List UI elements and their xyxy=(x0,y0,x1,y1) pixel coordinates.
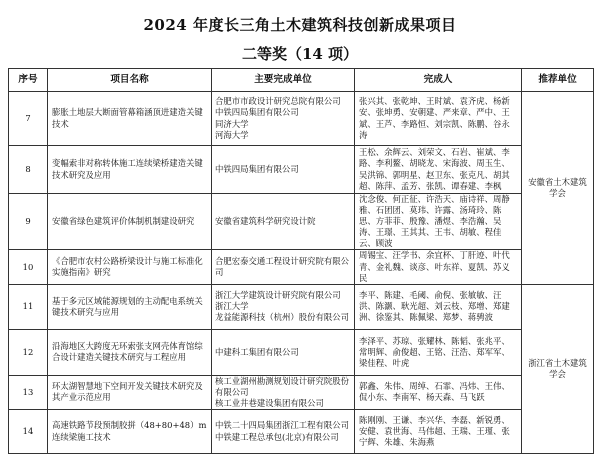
row-seq: 8 xyxy=(9,146,48,194)
header-unit: 主要完成单位 xyxy=(212,69,355,92)
row-people: 周锡宝、汪学书、余宜杯、丁肝迹、叶代青、金礼魏、谈彦、叶东祥、夏凯、苏义民 xyxy=(355,250,522,284)
header-recommender: 推荐单位 xyxy=(522,69,594,92)
row-recommender: 安徽省土木建筑学会 xyxy=(522,92,594,285)
table-row xyxy=(9,410,594,454)
table-row xyxy=(9,329,594,375)
row-people: 沈念俊、何正征、许浩天、庙诗祥、周静雅、石团团、莫玮、许露、汤琦玲、陈思、方菲菲、殷豫、潘煜、李浩瀚、吴涛、王璟、王其其、王韦、胡敏、程佳云、顾波 xyxy=(355,194,522,250)
row-people: 张兴其、张乾坤、王时斌、袁齐虎、杨新安、张坤勇、安朝建、严来章、严中、王斌、王芦、李路恒、刘宗凯、陈鹏、谷永涛 xyxy=(355,92,522,146)
row-people: 陈刚刚、王谦、李兴华、李磊、新锐勇、安健、袁世海、马伟超、王瑞、王瑾、张宁辉、朱雄、朱海燕 xyxy=(355,410,522,454)
row-project-name: 《合肥市农村公路桥梁设计与施工标准化实施指南》研究 xyxy=(48,250,212,284)
row-seq: 10 xyxy=(9,250,48,284)
row-people: 李泽平、苏琼、张耀林、陈韬、张兆平、常明辉、俞俊超、王铭、汪浩、郑军军、梁佳程、叶虎 xyxy=(355,329,522,375)
table-header-row xyxy=(9,69,594,92)
row-seq: 12 xyxy=(9,329,48,375)
row-unit: 中铁二十四局集团浙江工程有限公司 中铁建工程总承包(北京)有限公司 xyxy=(212,410,355,454)
table-row xyxy=(9,92,594,146)
table-row xyxy=(9,146,594,194)
table-row xyxy=(9,375,594,409)
header-people: 完成人 xyxy=(355,69,522,92)
row-project-name: 基于多元区域能源规划的主动配电系统关键技术研究与应用 xyxy=(48,284,212,329)
page-title: 2024 年度长三角土木建筑科技创新成果项目 xyxy=(143,16,457,34)
table-row xyxy=(9,250,594,284)
row-recommender: 浙江省土木建筑学会 xyxy=(522,284,594,453)
row-project-name: 变幅索非对称转体施工连续梁桥建造关键技术研究及应用 xyxy=(48,146,212,194)
row-people: 王松、余辉云、刘荣文、石岩、崔斌、李路、李利鳌、胡晓龙、宋海波、周玉生、吴洪锦、郭明星、赵卫东、张克凡、胡其超、陈萍、孟芳、张凯、谭春建、李枫 xyxy=(355,146,522,194)
row-seq: 9 xyxy=(9,194,48,250)
row-unit: 合肥市市政设计研究总院有限公司 中铁四局集团有限公司 同济大学 河海大学 xyxy=(212,92,355,146)
row-unit: 合肥宏泰交通工程设计研究院有限公司 xyxy=(212,250,355,284)
header-name: 项目名称 xyxy=(48,69,212,92)
row-project-name: 膨胀土地层大断面管幕箱涵顶进建造关键技术 xyxy=(48,92,212,146)
awards-table xyxy=(8,68,594,454)
row-project-name: 环太湖智慧地下空间开发关键技术研究及其产业示范应用 xyxy=(48,375,212,409)
row-project-name: 安徽省绿色建筑评价体制机制建设研究 xyxy=(48,194,212,250)
row-unit: 浙江大学建筑设计研究院有限公司 浙江大学 龙益能源科技（杭州）股份有限公司 xyxy=(212,284,355,329)
row-unit: 安徽省建筑科学研究设计院 xyxy=(212,194,355,250)
row-unit: 中建科工集团有限公司 xyxy=(212,329,355,375)
row-unit: 核工业湖州勘测规划设计研究院股份有限公司 核工业井巷建设集团有限公司 xyxy=(212,375,355,409)
page-subtitle: 二等奖（14 项） xyxy=(241,45,359,63)
row-seq: 7 xyxy=(9,92,48,146)
row-seq: 14 xyxy=(9,410,48,454)
row-project-name: 沿海地区大跨度无环索张支网壳体育馆综合设计建造关键技术研究与工程应用 xyxy=(48,329,212,375)
row-unit: 中铁四局集团有限公司 xyxy=(212,146,355,194)
row-seq: 11 xyxy=(9,284,48,329)
row-people: 郭鑫、朱伟、周绰、石霏、冯炜、王伟、侃小东、李南军、杨天森、马飞跃 xyxy=(355,375,522,409)
table-row xyxy=(9,194,594,250)
row-project-name: 高速铁路节段预制胶拼（48+80+48）m 连续梁施工技术 xyxy=(48,410,212,454)
table-row xyxy=(9,284,594,329)
row-seq: 13 xyxy=(9,375,48,409)
row-people: 李平、陈建、毛阈、俞倪、张敏敏、汪洪、陈灏、耿光超、刘云枝、郑增、郑建洲、徐鉴其、陈佩梁、郑梦、蒋骋波 xyxy=(355,284,522,329)
header-seq: 序号 xyxy=(9,69,48,92)
